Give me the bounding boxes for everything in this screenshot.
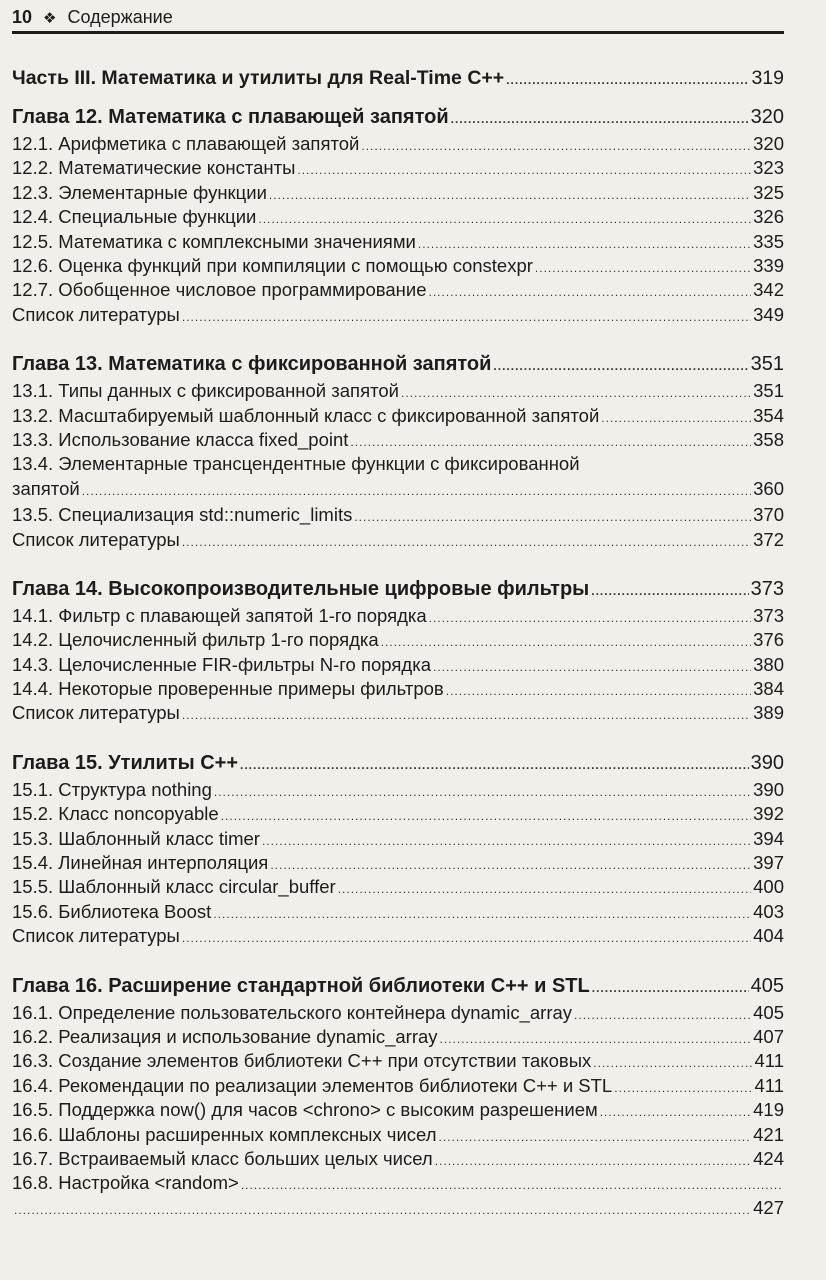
- toc-entry[interactable]: [12, 278, 784, 302]
- section-gap: [12, 552, 784, 566]
- toc-entry-label: Список литературы: [12, 303, 180, 325]
- toc-entry-label: 12.6. Оценка функций при компиляции с помощью constexpr: [12, 254, 533, 276]
- toc-entry-label: Список литературы: [12, 925, 180, 947]
- toc-entry-label: 13.1. Типы данных с фиксированной запятой: [12, 380, 399, 402]
- header-rule: [12, 31, 784, 34]
- toc-entry[interactable]: [12, 875, 784, 899]
- leader-dots: [221, 804, 751, 828]
- toc-chapter[interactable]: [12, 748, 784, 778]
- toc-entry-label: Глава 16. Расширение стандартной библиотеки C++ и STL: [12, 974, 590, 997]
- leader-dots: [401, 381, 751, 405]
- leader-dots: [213, 902, 751, 926]
- toc-entry-page: 339: [753, 254, 784, 276]
- toc-entry-label: 16.4. Рекомендации по реализации элементов библиотеки C++ и STL: [12, 1074, 613, 1096]
- toc-entry-label: Часть III. Математика и утилиты для Real-Time C++: [12, 67, 505, 89]
- leader-dots: [182, 305, 751, 329]
- leader-dots: [429, 606, 751, 630]
- toc-entry-page: 376: [753, 629, 784, 651]
- toc-entry-page: 351: [750, 353, 784, 376]
- toc-entry[interactable]: [12, 404, 784, 428]
- toc-entry-page: 427: [753, 1196, 784, 1218]
- ornament-icon: ❖: [43, 10, 57, 27]
- leader-dots: [240, 750, 749, 780]
- toc-entry-label: 15.4. Линейная интерполяция: [12, 852, 269, 874]
- toc-entry-page: 351: [753, 380, 784, 402]
- toc-entry-page: 354: [753, 404, 784, 426]
- toc-entry-label: 15.6. Библиотека Boost: [12, 900, 212, 922]
- toc-entry[interactable]: [12, 230, 784, 254]
- toc-entry-label-cont: запятой: [12, 477, 80, 499]
- toc-entry[interactable]: [12, 428, 784, 452]
- leader-dots: [435, 1149, 751, 1173]
- leader-dots: [241, 1173, 782, 1197]
- leader-dots: [506, 64, 749, 96]
- leader-dots: [270, 853, 751, 877]
- leader-dots: [381, 630, 751, 654]
- leader-dots: [338, 877, 751, 901]
- section-gap: [12, 327, 784, 341]
- toc-entry-label: 14.4. Некоторые проверенные примеры фильтров: [12, 678, 444, 700]
- toc-entry-page: 394: [753, 827, 784, 849]
- leader-dots: [493, 351, 748, 381]
- toc-entry-page: 392: [753, 803, 784, 825]
- toc-entry-label: 12.3. Элементарные функции: [12, 181, 267, 203]
- leader-dots: [182, 926, 751, 950]
- toc-entry-page: 400: [753, 876, 784, 898]
- toc-entry-page: 360: [753, 477, 784, 499]
- toc-entry[interactable]: [12, 156, 784, 180]
- toc-entry-page: 389: [753, 702, 784, 724]
- toc-entry-label: 16.5. Поддержка now() для часов <chrono> с высоким разрешением: [12, 1099, 598, 1121]
- leader-dots: [269, 183, 751, 207]
- toc-entry-page: 335: [753, 230, 784, 252]
- leader-dots: [433, 655, 751, 679]
- toc-entry-page: 411: [754, 1050, 784, 1072]
- toc-entry-label: 16.1. Определение пользовательского контейнера dynamic_array: [12, 1001, 573, 1023]
- toc-entry-page: 342: [753, 279, 784, 301]
- toc-entry-label: 12.4. Специальные функции: [12, 206, 257, 228]
- leader-dots: [182, 703, 751, 727]
- toc-entry[interactable]: [12, 1196, 784, 1220]
- toc-entry-label: 12.5. Математика с комплексными значениями: [12, 230, 416, 252]
- leader-dots: [182, 530, 751, 554]
- toc-entry-label: Список литературы: [12, 702, 180, 724]
- toc-entry[interactable]: [12, 924, 784, 948]
- toc-chapter[interactable]: [12, 349, 784, 379]
- leader-dots: [428, 280, 751, 304]
- toc-entry[interactable]: [12, 132, 784, 156]
- leader-dots: [439, 1125, 752, 1149]
- leader-dots: [535, 256, 751, 280]
- toc-entry[interactable]: [12, 1049, 784, 1073]
- toc-entry-page: 403: [753, 900, 784, 922]
- toc-entry-page: 380: [753, 653, 784, 675]
- toc-entry-page: 358: [753, 428, 784, 450]
- toc-entry-page: 405: [753, 1001, 784, 1023]
- table-of-contents: [12, 62, 784, 1220]
- toc-entry-label: 12.7. Обобщенное числовое программирование: [12, 279, 427, 301]
- toc-entry[interactable]: [12, 181, 784, 205]
- toc-entry[interactable]: [12, 851, 784, 875]
- toc-entry[interactable]: [12, 827, 784, 851]
- toc-entry-page: 421: [753, 1123, 784, 1145]
- toc-entry[interactable]: [12, 1098, 784, 1122]
- toc-entry[interactable]: [12, 802, 784, 826]
- leader-dots: [14, 1198, 751, 1222]
- toc-entry-label: 15.3. Шаблонный класс timer: [12, 827, 260, 849]
- toc-entry-label: Глава 13. Математика с фиксированной запятой: [12, 353, 492, 376]
- running-head: [12, 5, 786, 29]
- toc-entry[interactable]: [12, 653, 784, 677]
- toc-entry-page: 373: [753, 604, 784, 626]
- leader-dots: [591, 576, 748, 606]
- toc-entry-page: 349: [753, 303, 784, 325]
- toc-entry-page: 372: [753, 528, 784, 550]
- toc-entry-page: 326: [753, 206, 784, 228]
- toc-entry[interactable]: [12, 1001, 784, 1025]
- leader-dots: [361, 134, 751, 158]
- leader-dots: [214, 780, 751, 804]
- leader-dots: [258, 207, 751, 231]
- toc-entry[interactable]: [12, 503, 784, 527]
- toc-entry[interactable]: [12, 1147, 784, 1171]
- toc-entry-page: 373: [750, 577, 784, 600]
- toc-entry-label: 13.4. Элементарные трансцендентные функции с фиксированной: [12, 453, 580, 475]
- toc-entry-label: 16.7. Встраиваемый класс больших целых чисел: [12, 1147, 433, 1169]
- toc-entry-page: 405: [750, 974, 784, 997]
- toc-entry[interactable]: [12, 1025, 784, 1049]
- toc-entry[interactable]: [12, 379, 784, 403]
- toc-entry-page: 407: [753, 1025, 784, 1047]
- toc-entry-label: 16.8. Настройка <random>: [12, 1172, 239, 1194]
- leader-dots: [354, 505, 751, 529]
- leader-dots: [262, 829, 751, 853]
- toc-entry-page: 411: [754, 1074, 784, 1096]
- toc-entry[interactable]: [12, 205, 784, 229]
- toc-entry-page: 325: [753, 181, 784, 203]
- leader-dots: [297, 158, 751, 182]
- toc-entry-label: Глава 15. Утилиты C++: [12, 751, 239, 774]
- toc-entry-page: 419: [753, 1099, 784, 1121]
- toc-entry[interactable]: [12, 628, 784, 652]
- toc-entry-label: 14.1. Фильтр с плавающей запятой 1-го порядка: [12, 604, 427, 626]
- toc-entry-label: 15.5. Шаблонный класс circular_buffer: [12, 876, 336, 898]
- toc-entry-page: 323: [753, 157, 784, 179]
- toc-entry-label: 13.2. Масштабируемый шаблонный класс с фиксированной запятой: [12, 404, 600, 426]
- toc-chapter[interactable]: [12, 574, 784, 604]
- toc-entry[interactable]: [12, 303, 784, 327]
- section-gap: [12, 726, 784, 740]
- toc-entry-label: 12.2. Математические константы: [12, 157, 296, 179]
- toc-entry[interactable]: [12, 1123, 784, 1147]
- toc-entry-label: 14.3. Целочисленные FIR-фильтры N-го порядка: [12, 653, 431, 675]
- toc-entry-label: Глава 14. Высокопроизводительные цифровые фильтры: [12, 577, 590, 600]
- toc-entry[interactable]: [12, 528, 784, 552]
- leader-dots: [446, 679, 751, 703]
- page-number: 10: [12, 7, 33, 27]
- toc-entry[interactable]: [12, 254, 784, 278]
- leader-dots: [601, 406, 751, 430]
- leader-dots: [614, 1076, 752, 1100]
- toc-entry-page: 404: [753, 925, 784, 947]
- toc-entry[interactable]: [12, 778, 784, 802]
- toc-chapter[interactable]: [12, 102, 784, 132]
- toc-entry[interactable]: [12, 452, 784, 503]
- toc-entry-label: 13.3. Использование класса fixed_point: [12, 428, 349, 450]
- toc-entry-label: 15.2. Класс noncopyable: [12, 803, 219, 825]
- toc-entry[interactable]: [12, 701, 784, 725]
- toc-entry-page: 424: [753, 1147, 784, 1169]
- leader-dots: [451, 104, 749, 134]
- toc-chapter[interactable]: [12, 971, 784, 1001]
- toc-entry[interactable]: [12, 900, 784, 924]
- toc-entry-page: 370: [753, 504, 784, 526]
- toc-entry[interactable]: [12, 1074, 784, 1098]
- leader-dots: [574, 1003, 751, 1027]
- leader-dots: [418, 232, 751, 256]
- toc-entry-label: 15.1. Структура nothing: [12, 778, 212, 800]
- running-head-title: Содержание: [67, 7, 173, 27]
- toc-entry-label: 14.2. Целочисленный фильтр 1-го порядка: [12, 629, 379, 651]
- leader-dots: [82, 479, 751, 503]
- toc-entry-page: 320: [750, 106, 784, 128]
- toc-entry-page: 397: [753, 852, 784, 874]
- toc-entry-label: Глава 12. Математика с плавающей запятой: [12, 106, 449, 128]
- toc-entry[interactable]: [12, 604, 784, 628]
- toc-entry-label: 12.1. Арифметика с плавающей запятой: [12, 133, 360, 154]
- toc-entry-label: 16.6. Шаблоны расширенных комплексных чисел: [12, 1123, 437, 1145]
- toc-entry-page: 390: [753, 778, 784, 800]
- leader-dots: [592, 973, 749, 1003]
- toc-entry-label: Список литературы: [12, 528, 180, 550]
- leader-dots: [593, 1051, 752, 1075]
- section-gap: [12, 949, 784, 963]
- toc-entry-label: 16.2. Реализация и использование dynamic_array: [12, 1025, 438, 1047]
- toc-entry-label: 16.3. Создание элементов библиотеки C++ при отсутствии таковых: [12, 1050, 592, 1072]
- toc-entry[interactable]: [12, 1171, 784, 1195]
- toc-entry-page: 390: [750, 751, 784, 774]
- toc-entry[interactable]: [12, 677, 784, 701]
- leader-dots: [440, 1027, 752, 1051]
- leader-dots: [600, 1100, 751, 1124]
- toc-part[interactable]: [12, 62, 784, 94]
- toc-entry-page: 319: [751, 67, 784, 89]
- toc-entry-label: 13.5. Специализация std::numeric_limits: [12, 504, 353, 526]
- toc-entry-page: 384: [753, 678, 784, 700]
- toc-entry-page: 320: [753, 133, 784, 154]
- leader-dots: [350, 430, 751, 454]
